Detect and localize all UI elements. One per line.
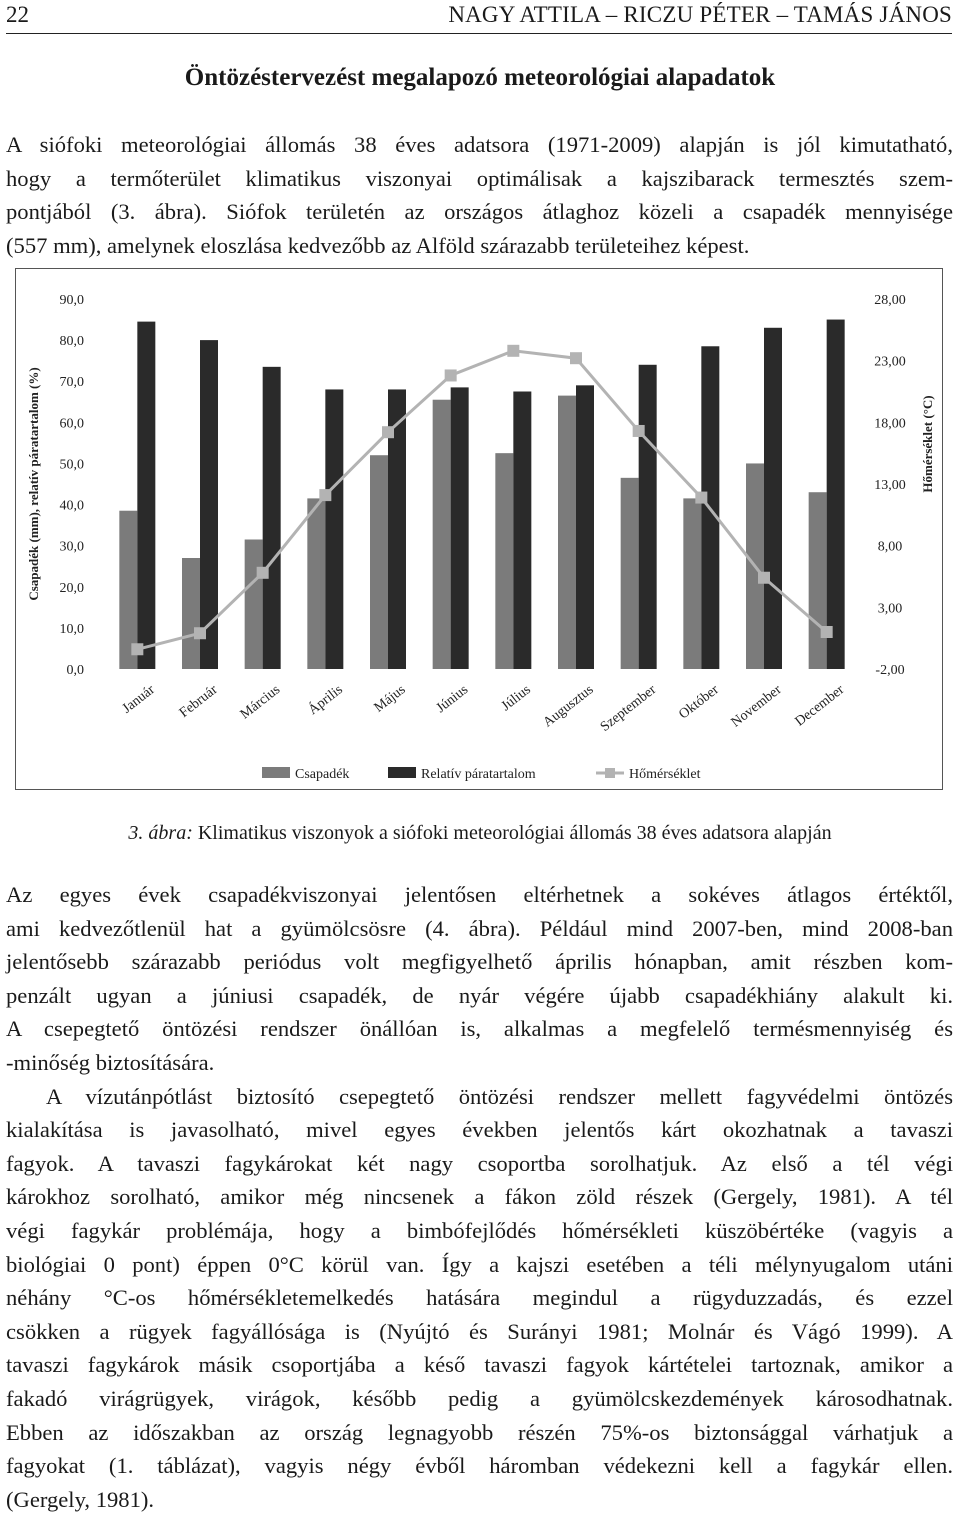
precipitation-bar — [495, 453, 513, 669]
legend-swatch — [388, 767, 416, 778]
humidity-bar — [576, 385, 594, 669]
y-tick-label: 20,0 — [59, 580, 84, 596]
y-tick-label: 10,0 — [59, 621, 84, 637]
y-tick-label: 30,0 — [59, 539, 84, 555]
temperature-marker — [758, 572, 770, 584]
intro-line: hogy a termőterület klimatikus viszonyai optimálisak a kajszibarack termesztés szem- — [6, 165, 953, 191]
body-line: A csepegtető öntözési rendszer önállóan is, alkalmas a megfelelő termésmennyiség és — [6, 1016, 953, 1042]
humidity-bar — [263, 367, 281, 669]
temperature-marker — [507, 345, 519, 357]
temperature-marker — [257, 567, 269, 579]
precipitation-bar — [433, 400, 451, 669]
body-line: ami kedvezőtlenül hat a gyümölcsösre (4. ábra). Például mind 2007-ben, mind 2008-ban — [6, 915, 953, 941]
precipitation-bar — [683, 498, 701, 669]
temperature-marker — [131, 643, 143, 655]
figure-caption-label: 3. ábra: — [128, 822, 193, 844]
y-tick-label: 90,0 — [59, 293, 84, 308]
y2-tick-label: 3,00 — [877, 601, 903, 617]
y2-tick-label: 8,00 — [877, 539, 903, 555]
x-tick-label: December — [792, 682, 848, 730]
x-tick-label: Július — [498, 682, 534, 715]
x-tick-label: Június — [433, 682, 472, 717]
body-line: tavaszi fagykárok másik csoportjába a késő tavaszi fagyok kártételei tartoznak, amikor a — [6, 1352, 953, 1378]
humidity-bar — [827, 320, 845, 669]
body-line: kialakítása is javasolható, mivel egyes években jelentős kárt okozhatnak a tavaszi — [6, 1117, 953, 1143]
humidity-bar — [513, 392, 531, 670]
y-axis-title: Csapadék (mm), relatív páratartalom (%) — [26, 367, 41, 601]
page-number: 22 — [6, 2, 29, 27]
body-line: fagyok. A tavaszi fagykárokat két nagy csoportba sorolhatjuk. Az első a tél végi — [6, 1150, 953, 1176]
page-header — [6, 0, 952, 34]
humidity-bar — [137, 322, 155, 669]
precipitation-bar — [307, 498, 325, 669]
intro-line: (557 mm), amelynek eloszlása kedvezőbb az Alföld szárazabb területeihez képest. — [6, 232, 750, 258]
figure-caption — [0, 822, 960, 845]
body-line: néhány °C-os hőmérsékletemelkedés hatására megindul a rügyduzzadás, és ezzel — [6, 1285, 953, 1311]
precipitation-bar — [245, 540, 263, 670]
y2-tick-label: 13,00 — [874, 478, 906, 493]
body-line: jelentősebb szárazabb periódus volt megfigyelhető április hónapban, amit részben kom- — [6, 949, 953, 975]
precipitation-bar — [558, 396, 576, 669]
temperature-marker — [319, 489, 331, 501]
body-line: csökken a rügyek fagyállósága is (Nyújtó és Surányi 1981; Molnár és Vágó 1999). A — [6, 1318, 953, 1344]
x-tick-label: Február — [176, 682, 221, 721]
y2-axis-title: Hőmérséklet (°C) — [920, 395, 935, 493]
legend-label: Hőmérséklet — [629, 767, 701, 782]
temperature-marker — [633, 425, 645, 437]
body-line: Ebben az időszakban az ország legnagyobb részén 75%-os biztonsággal várhatjuk a — [6, 1419, 953, 1445]
body-line: penzált ugyan a júniusi csapadék, de nyár végére újabb csapadékhiány alakult ki. — [6, 982, 953, 1008]
x-tick-label: Április — [305, 682, 346, 719]
x-tick-label: Szeptember — [597, 682, 660, 735]
x-tick-label: November — [728, 682, 785, 731]
legend-marker — [605, 768, 615, 778]
y-tick-label: 0,0 — [66, 663, 84, 678]
body-line: fagyokat (1. táblázat), vagyis négy évből háromban védekezni kell a fagykár ellen. — [6, 1453, 953, 1479]
climate-chart-frame — [15, 268, 943, 790]
climate-chart — [16, 269, 942, 789]
legend-swatch — [262, 767, 290, 778]
intro-line: A siófoki meteorológiai állomás 38 éves adatsora (1971-2009) alapján is jól kimutatható, — [6, 132, 953, 157]
temperature-marker — [194, 627, 206, 639]
x-tick-label: Október — [676, 682, 722, 723]
y2-tick-label: -2,00 — [875, 663, 905, 678]
body-line: (Gergely, 1981). — [6, 1486, 155, 1512]
humidity-bar — [764, 328, 782, 669]
y-tick-label: 40,0 — [59, 498, 84, 514]
precipitation-bar — [621, 478, 639, 669]
x-tick-label: Március — [237, 682, 284, 723]
intro-line: pontjából (3. ábra). Siófok területén az országos átlaghoz közeli a csapadék mennyisége — [6, 199, 953, 225]
x-tick-label: Május — [371, 682, 409, 716]
y-tick-label: 50,0 — [59, 457, 84, 473]
body-line: A vízutánpótlást biztosító csepegtető öntözési rendszer mellett fagyvédelmi öntözés — [46, 1083, 953, 1109]
temperature-marker — [695, 492, 707, 504]
running-head-authors: NAGY ATTILA – RICZU PÉTER – TAMÁS JÁNOS — [448, 2, 952, 27]
y-tick-label: 70,0 — [59, 375, 84, 391]
temperature-marker — [445, 369, 457, 381]
section-title: Öntözéstervezést megalapozó meteorológiai alapadatok — [184, 64, 776, 91]
x-tick-label: Január — [119, 682, 158, 717]
x-tick-label: Augusztus — [540, 682, 597, 731]
body-line: végi fagykár problémája, hogy a bimbófejlődés hőmérsékleti küszöbértéke (vagyis a — [6, 1217, 953, 1243]
humidity-bar — [451, 387, 469, 669]
legend-label: Relatív páratartalom — [421, 767, 536, 782]
intro-paragraph — [6, 128, 953, 262]
body-line: fakadó virágrügyek, virágok, később pedig a gyümölcskezdemények károsodhatnak. — [6, 1385, 953, 1411]
legend-label: Csapadék — [295, 767, 350, 782]
y2-tick-label: 18,00 — [874, 416, 906, 432]
humidity-bar — [639, 365, 657, 669]
y2-tick-label: 28,00 — [874, 293, 906, 308]
precipitation-bar — [182, 558, 200, 669]
body-line: károkhoz sorolható, amikor még nincsenek a fákon zöld részek (Gergely, 1981). A tél — [6, 1184, 953, 1210]
figure-caption-text: Klimatikus viszonyok a siófoki meteorológiai állomás 38 éves adatsora alapján — [192, 822, 832, 844]
body-line: -minőség biztosítására. — [6, 1049, 215, 1075]
temperature-marker — [821, 626, 833, 638]
temperature-marker — [570, 352, 582, 364]
y2-tick-label: 23,00 — [874, 354, 906, 370]
y-tick-label: 80,0 — [59, 334, 84, 350]
precipitation-bar — [370, 455, 388, 669]
body-line: Az egyes évek csapadékviszonyai jelentősen eltérhetnek a sokéves átlagos értéktől, — [6, 882, 953, 907]
y-tick-label: 60,0 — [59, 416, 84, 432]
humidity-bar — [325, 389, 343, 669]
body-line: biológiai 0 pont) éppen 0°C körül van. Így a kajszi esetében a téli mélynyugalom utáni — [6, 1251, 953, 1277]
precipitation-bar — [809, 492, 827, 669]
temperature-marker — [382, 426, 394, 438]
temperature-line — [137, 351, 826, 649]
body-paragraph — [6, 878, 953, 1516]
